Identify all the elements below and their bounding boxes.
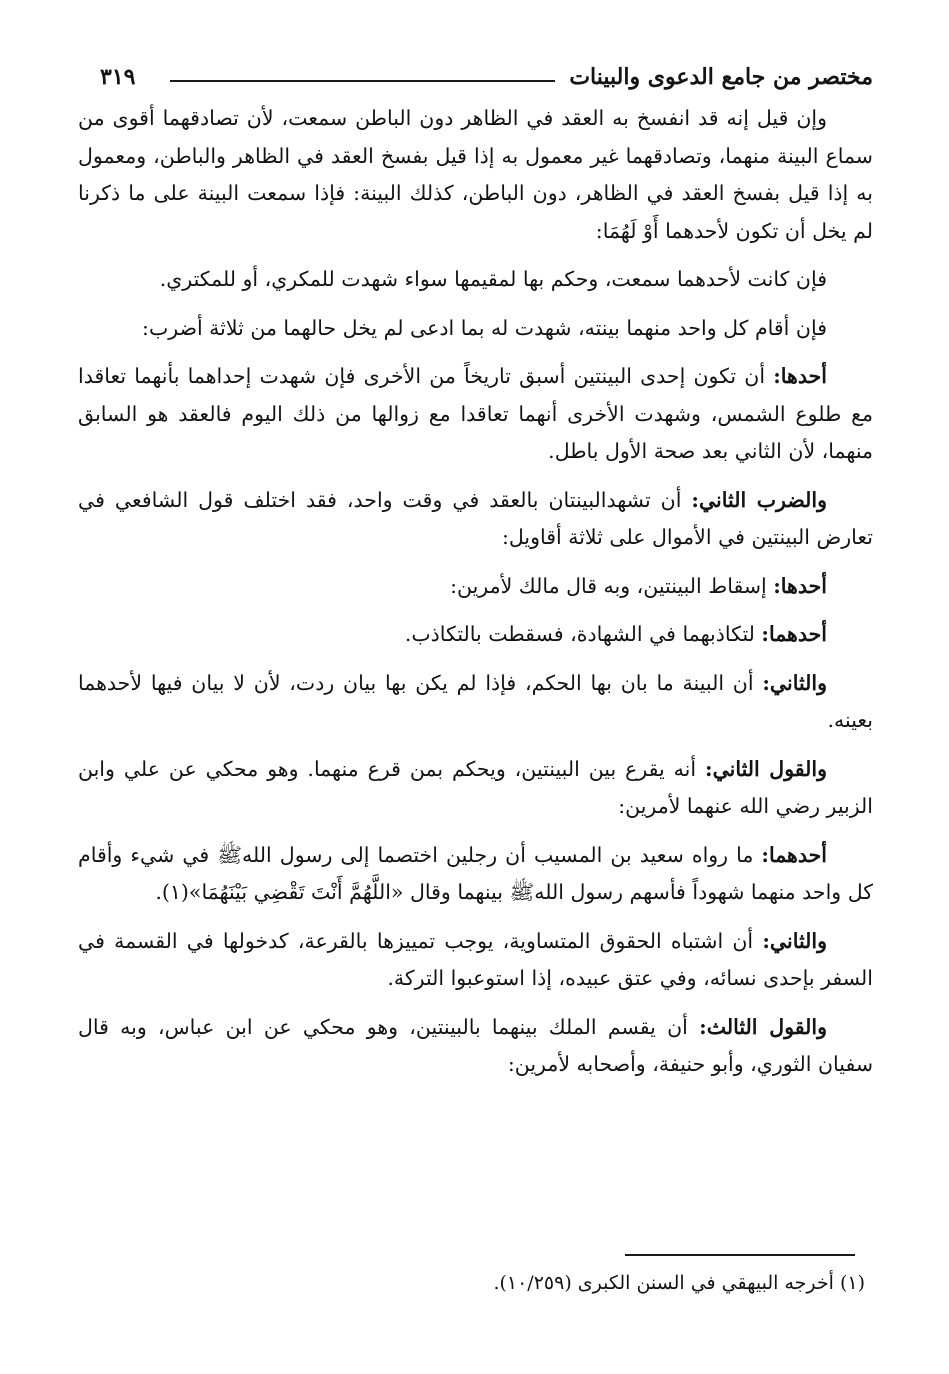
header-rule: [170, 80, 555, 82]
paragraph-text: فإن أقام كل واحد منهما بينته، شهدت له بما ادعى لم يخل حالهما من ثلاثة أضرب:: [142, 315, 827, 340]
paragraph-5: [78, 482, 873, 557]
paragraph-11: [78, 923, 873, 998]
paragraph-lead: أحدها:: [773, 364, 827, 388]
paragraph-10: [78, 837, 873, 912]
paragraph-9: [78, 751, 873, 826]
paragraph-text: أن البينة ما بان بها الحكم، فإذا لم يكن بها بيان ردت، لأن لا بيان فيها لأحدهما بعينه.: [78, 670, 873, 732]
main-text: [78, 100, 873, 1095]
paragraph-lead: والثاني:: [762, 928, 827, 953]
paragraph-lead: والضرب الثاني:: [691, 487, 827, 512]
paragraph-lead: أحدهما:: [761, 842, 827, 867]
paragraph-text: أنه يقرع بين البينتين، ويحكم بمن قرع منهما. وهو محكي عن علي وابن الزبير رضي الله عنهما لأمرين:: [78, 756, 873, 818]
paragraph-text: فإن كانت لأحدهما سمعت، وحكم بها لمقيمها سواء شهدت للمكري، أو للمكتري.: [159, 267, 827, 291]
footnote: (١) أخرجه البيهقي في السنن الكبرى (١٠/٢٥٩).: [493, 1272, 865, 1294]
paragraph-lead: والقول الثاني:: [705, 756, 827, 781]
page-number: ٣١٩: [100, 64, 136, 90]
paragraph-text: أن تكون إحدى البينتين أسبق تاريخاً من الأخرى فإن شهدت إحداهما بأنهما تعاقدا مع طلوع الشمس، وشهدت الأخرى أنهما تعاقدا مع زوالها من ذلك اليوم فالعقد هو السابق منهما، لأن الثاني بعد صحة الأول باطل.: [78, 364, 873, 463]
paragraph-text: أن يقسم الملك بينهما بالبينتين، وهو محكي عن ابن عباس، وبه قال سفيان الثوري، وأبو حنيفة، وأصحابه لأمرين:: [78, 1014, 873, 1076]
paragraph-lead: أحدها:: [773, 573, 827, 598]
paragraph-2: [78, 261, 873, 299]
book-title: مختصر من جامع الدعوى والبينات: [569, 64, 873, 90]
paragraph-lead: والثاني:: [762, 670, 827, 695]
paragraph-4: [78, 358, 873, 471]
paragraph-text: وإن قيل إنه قد انفسخ به العقد في الظاهر دون الباطن سمعت، لأن تصادقهما أقوى من سماع البينة منهما، وتصادقهما غير معمول به إذا قيل بفسخ العقد في الظاهر والباطن، ومعمول به إذا قيل بفسخ العقد في الظاهر، دون الباطن، كذلك البينة: فإذا سمعت البينة على ما ذكرنا لم يخل أن تكون لأحدهما أَوْ لَهُمَا:: [78, 106, 873, 243]
paragraph-text: أن تشهدالبينتان بالعقد في وقت واحد، فقد اختلف قول الشافعي في تعارض البينتين في الأموال على ثلاثة أقاويل:: [78, 487, 873, 549]
running-header: [100, 62, 873, 96]
paragraph-lead: أحدهما:: [761, 622, 827, 646]
paragraph-8: [78, 665, 873, 740]
paragraph-text: إسقاط البينتين، وبه قال مالك لأمرين:: [450, 573, 774, 598]
paragraph-text: أن اشتباه الحقوق المتساوية، يوجب تمييزها بالقرعة، كدخولها في القسمة في السفر بإحدى نسائه، وفي عتق عبيده، إذا استوعبوا التركة.: [78, 928, 873, 990]
paragraph-3: [78, 310, 873, 348]
paragraph-7: [78, 616, 873, 654]
paragraph-lead: والقول الثالث:: [699, 1014, 828, 1039]
paragraph-6: [78, 568, 873, 606]
paragraph-text: ما رواه سعيد بن المسيب أن رجلين اختصما إلى رسول اللهﷺ في شيء وأقام كل واحد منهما شهوداً فأسهم رسول اللهﷺ بينهما وقال «اللَّهُمَّ أَنْتَ تَقْضِي بَيْنَهُمَا»(١).: [78, 842, 873, 904]
paragraph-1: [78, 100, 873, 250]
paragraph-text: لتكاذبهما في الشهادة، فسقطت بالتكاذب.: [404, 622, 762, 646]
footnote-separator: [625, 1254, 855, 1256]
paragraph-12: [78, 1009, 873, 1084]
